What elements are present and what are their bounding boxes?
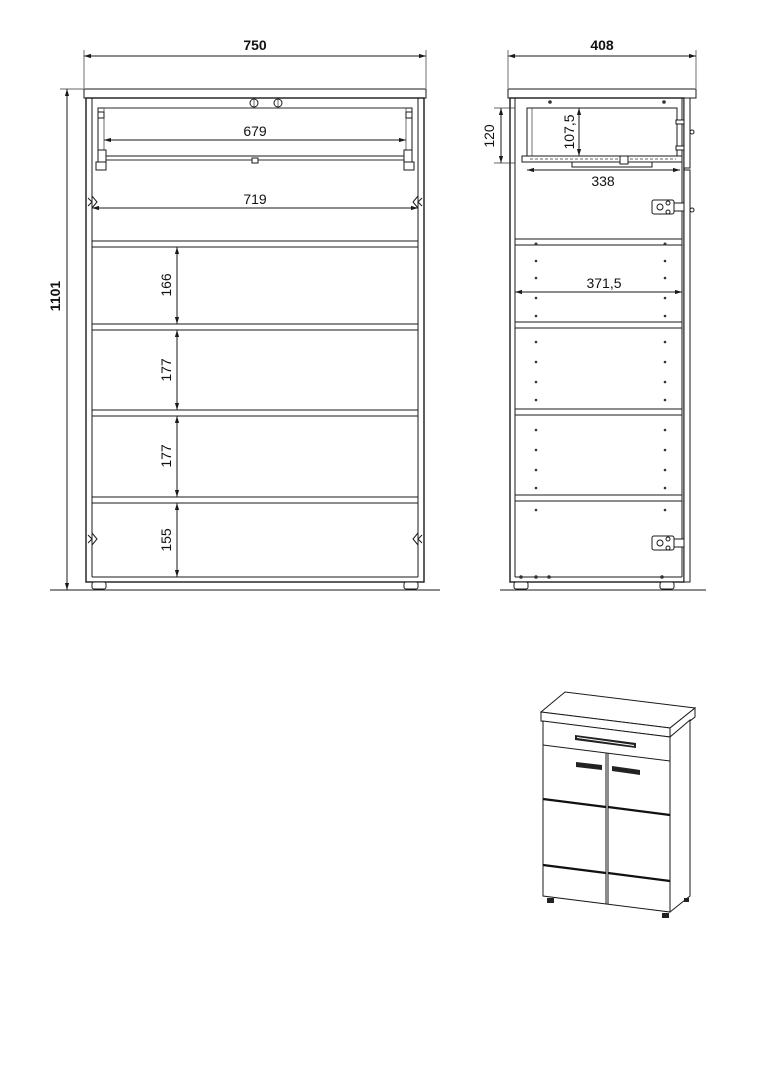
hinge-icon <box>652 200 684 214</box>
foot <box>92 582 106 589</box>
overall-depth-label: 408 <box>590 37 614 53</box>
drawer-front-height-label: 120 <box>481 124 497 148</box>
top-plate <box>84 89 426 98</box>
compartment-height-4: 155 <box>158 528 174 552</box>
shelf <box>92 497 418 503</box>
drawer-inner-width-label: 679 <box>243 123 267 139</box>
overall-height-label: 1101 <box>47 280 63 312</box>
inner-depth-label: 371,5 <box>586 275 622 291</box>
drawer-inner-height-label: 107,5 <box>561 114 577 150</box>
compartment-height-2: 177 <box>158 358 174 382</box>
compartment-height-1: 166 <box>158 273 174 297</box>
shelf-pin-holes <box>519 100 666 579</box>
foot <box>404 582 418 589</box>
cabinet-body <box>86 98 424 582</box>
shelf <box>92 241 418 247</box>
drawer-depth-label: 338 <box>591 173 615 189</box>
front-view <box>47 37 440 590</box>
shelf <box>92 410 418 416</box>
inner-width-label: 719 <box>243 191 267 207</box>
compartment-height-3: 177 <box>158 444 174 468</box>
cabinet-perspective-icon <box>541 692 695 918</box>
hinge-icon <box>652 536 684 550</box>
overall-width-label: 750 <box>243 37 267 53</box>
side-view <box>481 37 706 590</box>
shelf <box>92 324 418 330</box>
